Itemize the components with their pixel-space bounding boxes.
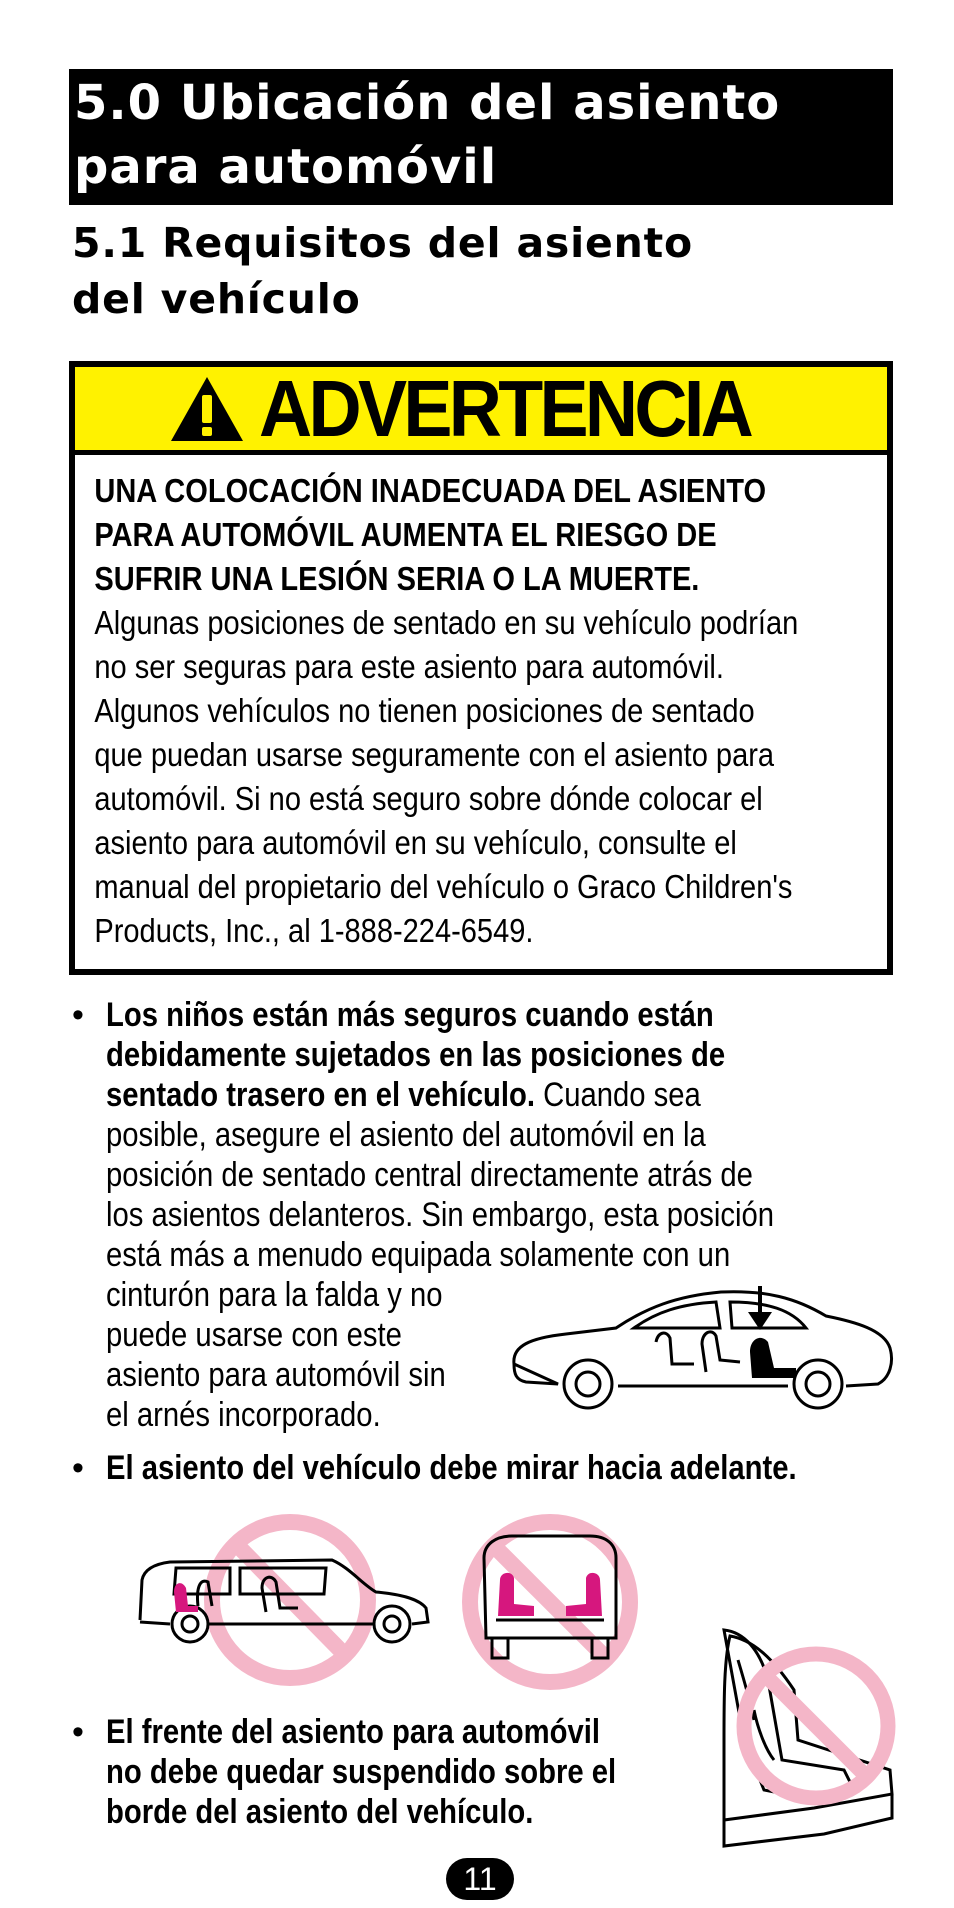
- bullet-line: asiento para automóvil sin: [106, 1356, 446, 1394]
- bullet-bold-line: El frente del asiento para automóvil: [106, 1713, 600, 1751]
- bullet-line: los asientos delanteros. Sin embargo, esta posición: [106, 1196, 775, 1234]
- warning-box: [69, 361, 893, 975]
- bullet-line: puede usarse con este: [106, 1316, 402, 1354]
- chapter-title-line-2: para automóvil: [74, 139, 498, 195]
- section-title: [72, 215, 892, 327]
- bullet-bold-line: Los niños están más seguros cuando están: [106, 996, 714, 1034]
- chapter-title-line-1: 5.0 Ubicación del asiento: [74, 75, 781, 131]
- warning-line: que puedan usarse seguramente con el asiento para: [94, 736, 775, 773]
- warning-line: Algunos vehículos no tienen posiciones de sentado: [94, 692, 755, 729]
- bullet-line: el arnés incorporado.: [106, 1396, 381, 1434]
- warning-bold-line: UNA COLOCACIÓN INADECUADA DEL ASIENTO: [94, 472, 767, 509]
- warning-line: automóvil. Si no está seguro sobre dónde colocar el: [94, 780, 763, 817]
- warning-line: Products, Inc., al 1-888-224-6549.: [94, 912, 534, 949]
- warning-line: Algunas posiciones de sentado en su vehículo podrían: [94, 604, 799, 641]
- bullet-line: cinturón para la falda y no: [106, 1276, 443, 1314]
- bullet-line: está más a menudo equipada solamente con un: [106, 1236, 731, 1274]
- bullet-dot: •: [72, 996, 84, 1034]
- warning-line: manual del propietario del vehículo o Graco Children's: [94, 868, 793, 905]
- warning-body: [75, 455, 849, 953]
- bullet-line: posición de sentado central directamente atrás de: [106, 1156, 753, 1194]
- bullet-dot: •: [72, 1713, 84, 1751]
- chapter-title: [69, 69, 893, 205]
- warning-triangle-icon: [169, 375, 245, 443]
- warning-header: [75, 363, 887, 455]
- car-side-illustration: [506, 1282, 896, 1414]
- page-number: 11: [446, 1858, 514, 1900]
- bullet-dot: •: [72, 1449, 84, 1487]
- bullet-bold-line: debidamente sujetados en las posiciones de: [106, 1036, 726, 1074]
- bullet-bold-line: no debe quedar suspendido sobre el: [106, 1753, 617, 1791]
- seat-overhang-prohibited-illustration: [694, 1620, 900, 1848]
- section-title-line-2: del vehículo: [72, 275, 361, 323]
- bullet-bold-line: El asiento del vehículo debe mirar hacia adelante.: [106, 1449, 797, 1487]
- bullet-line: Cuando sea: [534, 1076, 701, 1114]
- bullet-bold-line: borde del asiento del vehículo.: [106, 1793, 534, 1831]
- section-title-line-1: 5.1 Requisitos del asiento: [72, 219, 693, 267]
- warning-line: asiento para automóvil en su vehículo, consulte el: [94, 824, 737, 861]
- bullet-bold-line: sentado trasero en el vehículo.: [106, 1076, 535, 1114]
- wagon-prohibited-illustration: [136, 1508, 436, 1688]
- warning-label: ADVERTENCIA: [259, 363, 751, 453]
- warning-bold-line: PARA AUTOMÓVIL AUMENTA EL RIESGO DE: [94, 516, 717, 553]
- van-rear-prohibited-illustration: [456, 1508, 646, 1698]
- bullet-line: posible, asegure el asiento del automóvil en la: [106, 1116, 706, 1154]
- warning-bold-line: SUFRIR UNA LESIÓN SERIA O LA MUERTE.: [94, 560, 700, 597]
- warning-line: no ser seguras para este asiento para automóvil.: [94, 648, 724, 685]
